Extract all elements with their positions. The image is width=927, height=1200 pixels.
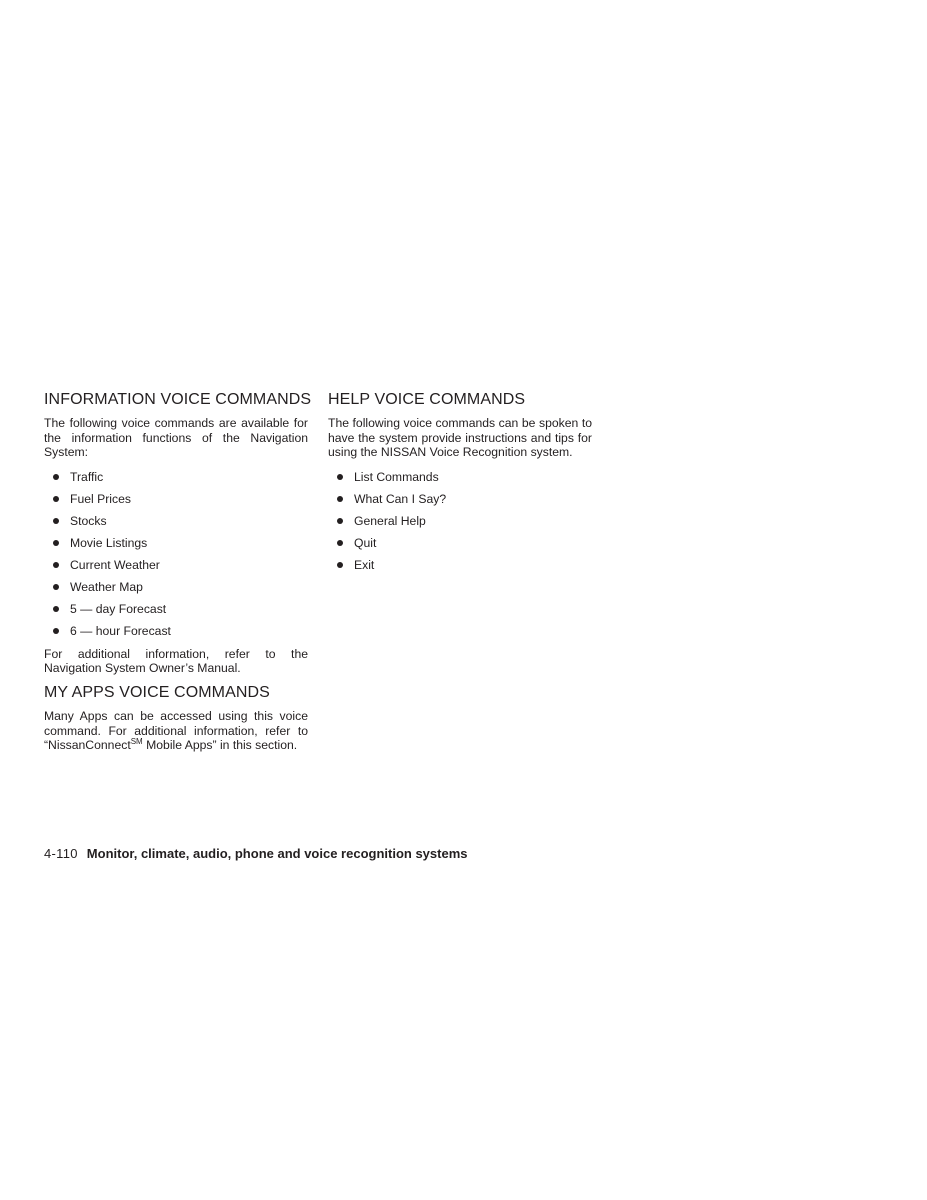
list-item-label: Exit [354,557,375,572]
my-apps-text-main: Many Apps can be accessed using this voice command. For additional information, refer to “NissanConnect [44,708,308,753]
list-item [44,488,308,510]
bullet-icon [53,562,59,568]
bullet-icon [337,496,343,502]
bullet-icon [53,540,59,546]
bullet-icon [53,628,59,634]
list-item [44,598,308,620]
service-mark: SM [130,737,143,747]
bullet-icon [337,518,343,524]
bullet-icon [53,474,59,480]
list-item-label: Movie Listings [70,535,148,550]
page-number: 4-110 [44,846,78,861]
list-item-label: 6 — hour Forecast [70,623,171,638]
list-item [44,532,308,554]
bullet-icon [53,496,59,502]
my-apps-text-tail: Mobile Apps” in this section. [142,738,298,753]
list-item-label: Fuel Prices [70,491,131,506]
list-item [44,554,308,576]
help-commands-list [328,466,592,576]
list-item-label: Weather Map [70,579,143,594]
list-item [328,532,592,554]
list-item-label: What Can I Say? [354,491,447,506]
my-apps-text [44,709,308,753]
list-item-label: Traffic [70,469,104,484]
bullet-icon [337,474,343,480]
info-intro-text: The following voice commands are available for the information functions of the Navigation System: [44,416,308,460]
info-voice-commands-heading: INFORMATION VOICE COMMANDS [44,391,312,408]
page-footer [44,846,467,861]
info-commands-list [44,466,308,642]
list-item [328,554,592,576]
list-item-label: 5 — day Forecast [70,601,167,616]
bullet-icon [53,606,59,612]
list-item-label: List Commands [354,469,439,484]
list-item [44,620,308,642]
left-column [44,390,312,753]
list-item-label: Stocks [70,513,107,528]
my-apps-voice-commands-heading: MY APPS VOICE COMMANDS [44,683,270,701]
info-note-text: For additional information, refer to the Navigation System Owner’s Manual. [44,646,308,676]
list-item [44,510,308,532]
list-item [44,576,308,598]
list-item-label: Current Weather [70,557,160,572]
help-intro-text: The following voice commands can be spoken to have the system provide instructions and tips for using the NISSAN Voice Recognition system. [328,416,592,460]
list-item [328,488,592,510]
list-item [328,510,592,532]
bullet-icon [337,562,343,568]
bullet-icon [53,518,59,524]
right-column [328,390,592,576]
bullet-icon [53,584,59,590]
list-item-label: General Help [354,513,426,528]
list-item [328,466,592,488]
help-voice-commands-heading: HELP VOICE COMMANDS [328,391,526,408]
list-item [44,466,308,488]
list-item-label: Quit [354,535,377,550]
section-title: Monitor, climate, audio, phone and voice recognition systems [86,846,468,861]
bullet-icon [337,540,343,546]
